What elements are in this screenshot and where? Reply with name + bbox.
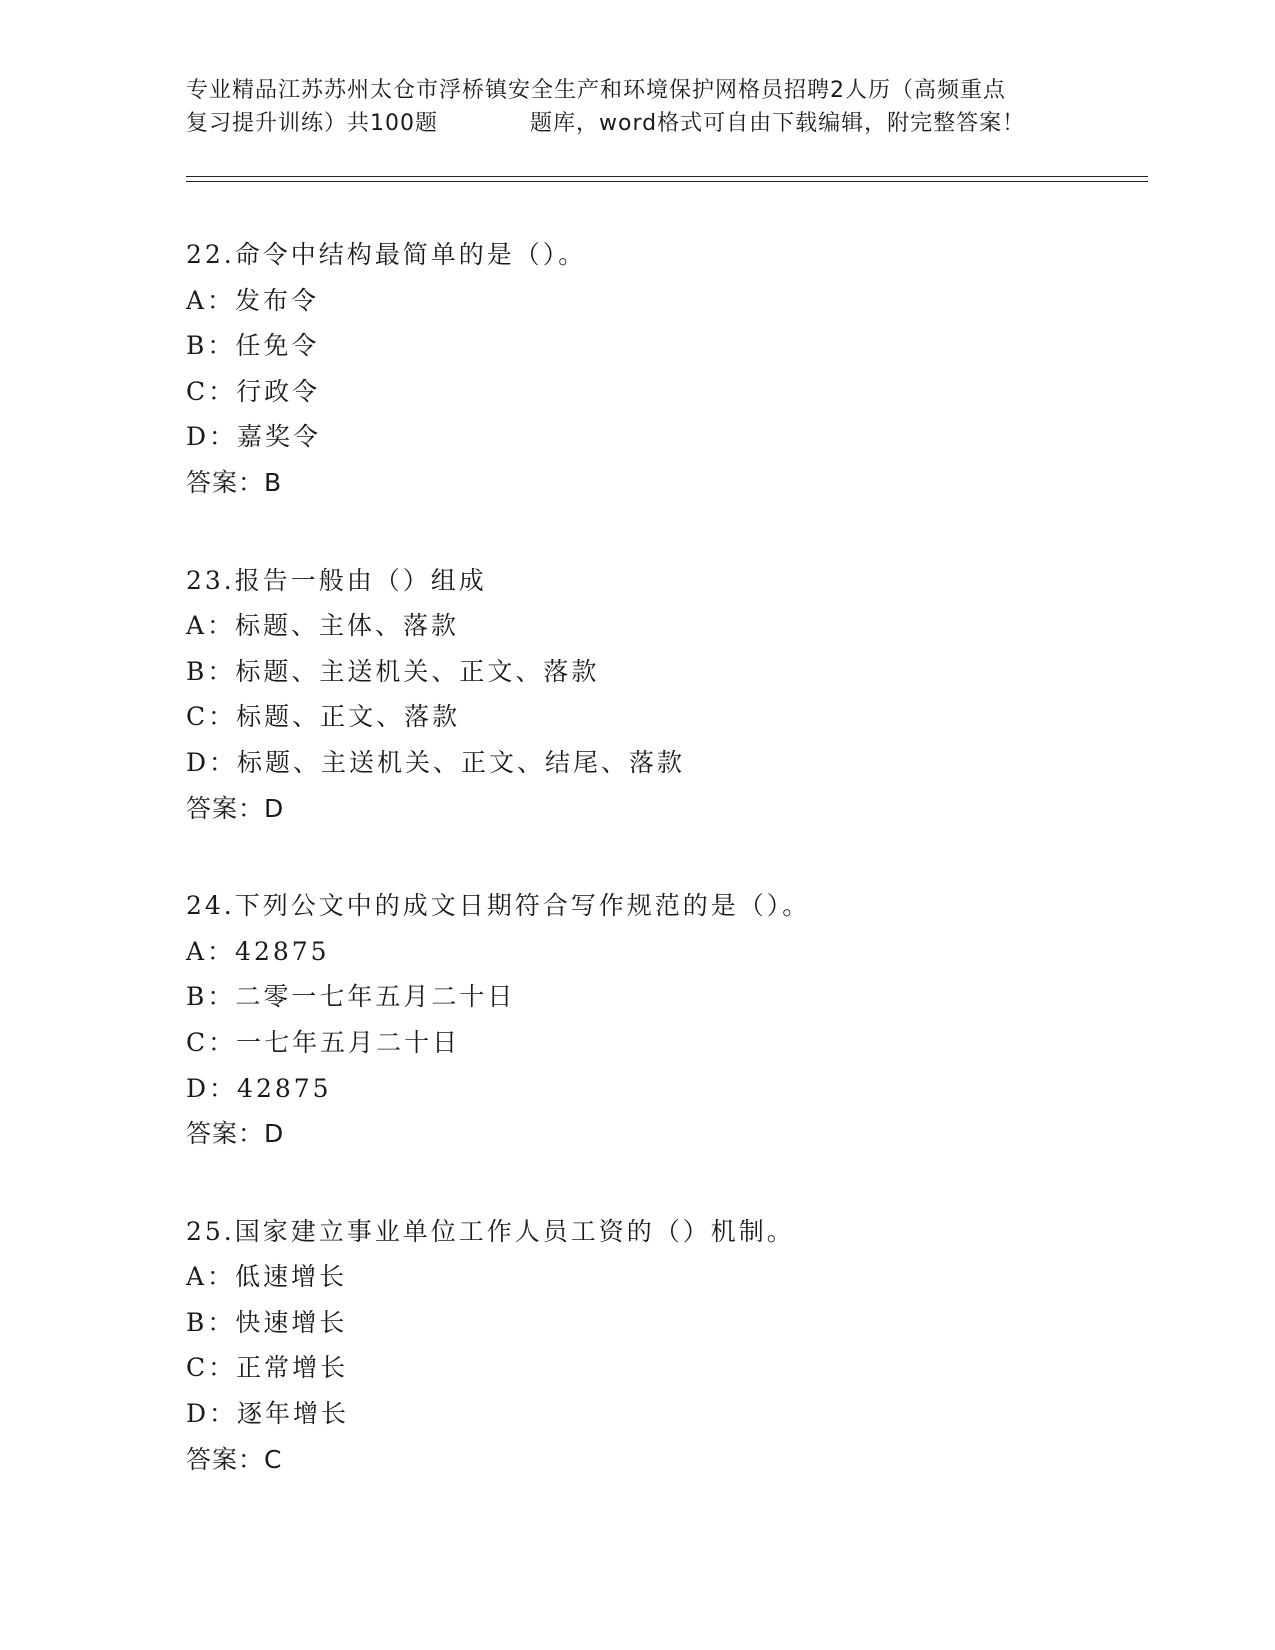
option-c: C：一七年五月二十日 [186,1027,461,1057]
header-divider-bottom [186,181,1148,182]
option-d: D：嘉奖令 [186,422,322,452]
document-header [186,74,1146,140]
option-a: A：低速增长 [186,1262,348,1292]
answer-line: 答案：D [186,1119,285,1149]
question-stem: 23.报告一般由（）组成 [186,565,487,595]
answer-line: 答案：C [186,1444,283,1474]
option-d: D：标题、主送机关、正文、结尾、落款 [186,747,686,777]
question-24 [186,883,1146,1157]
question-list [186,232,1146,1534]
option-d: D：逐年增长 [186,1399,350,1429]
question-stem: 22.命令中结构最简单的是（）。 [186,240,587,269]
option-b: B：快速增长 [186,1307,348,1337]
option-c: C：正常增长 [186,1353,349,1383]
question-stem: 25.国家建立事业单位工作人员工资的（）机制。 [186,1216,795,1246]
option-a: A：标题、主体、落款 [186,611,460,641]
option-c: C：标题、正文、落款 [186,702,461,732]
question-stem: 24.下列公文中的成文日期符合写作规范的是（）。 [186,891,811,921]
question-25 [186,1209,1146,1483]
option-a: A：42875 [186,936,330,966]
answer-line: 答案：B [186,467,283,497]
option-d: D：42875 [186,1073,332,1103]
option-b: B：标题、主送机关、正文、落款 [186,656,600,686]
question-22 [186,232,1146,506]
answer-line: 答案：D [186,793,285,823]
header-divider-top [186,176,1148,177]
header-line-2: 复习提升训练）共100题 题库，word格式可自由下载编辑，附完整答案！ [186,111,1026,136]
question-23 [186,558,1146,832]
option-c: C：行政令 [186,376,321,406]
option-b: B：二零一七年五月二十日 [186,982,516,1012]
option-b: B：任免令 [186,331,320,361]
option-a: A：发布令 [186,285,320,315]
header-line-1: 专业精品江苏苏州太仓市浮桥镇安全生产和环境保护网格员招聘2人历（高频重点 [186,78,1006,103]
